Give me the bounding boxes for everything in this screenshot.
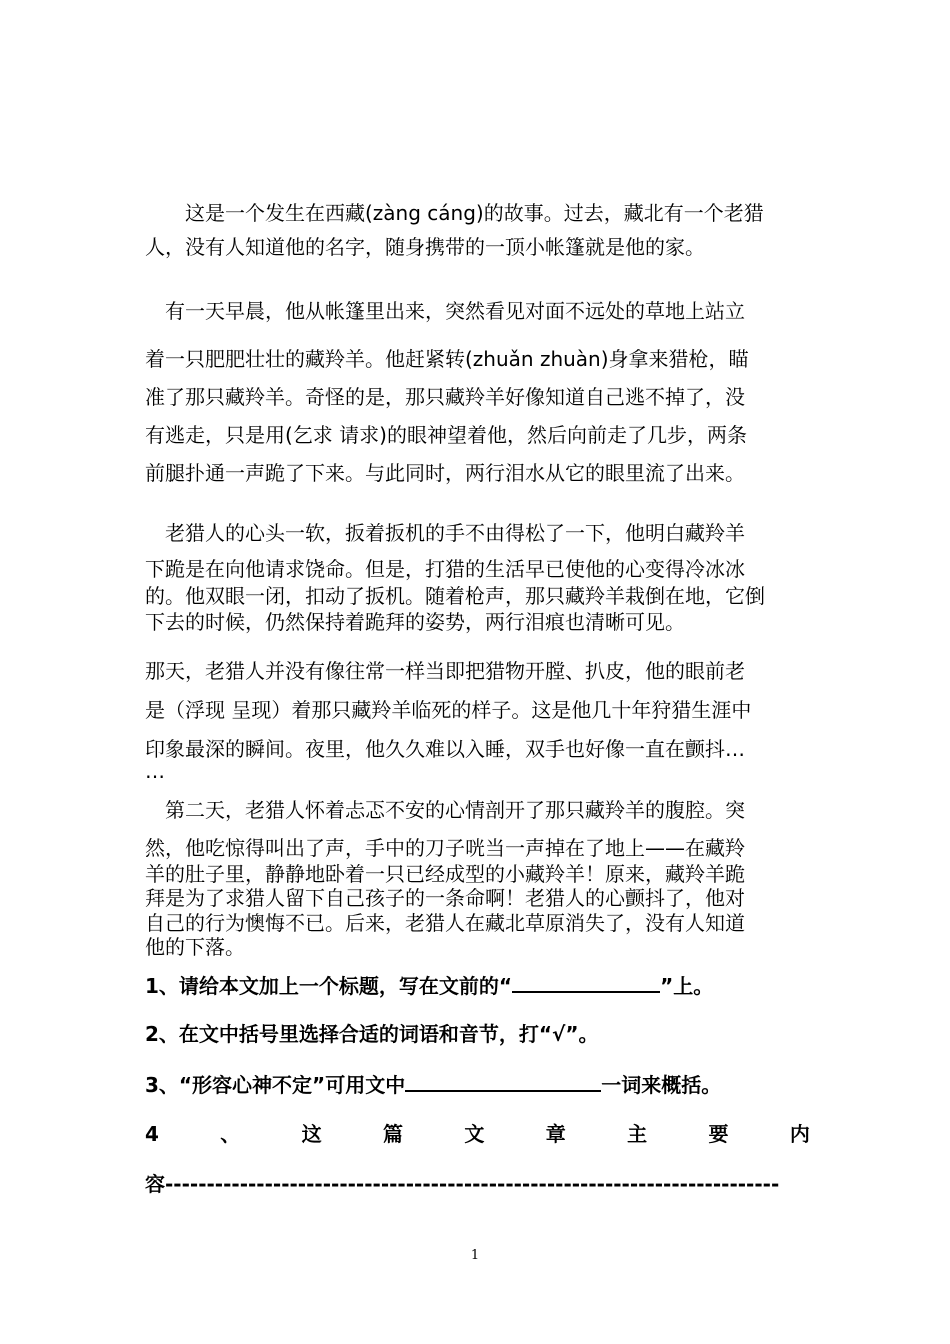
- question-1-tail: ”上。: [660, 974, 714, 998]
- story-line: 是（浮现 呈现）着那只藏羚羊临死的样子。这是他几十年狩猎生涯中: [145, 698, 752, 722]
- story-line: 下跪是在向他请求饶命。但是，打猎的生活早已使他的心变得冷冰冰: [145, 557, 745, 581]
- question-4-char: 文: [464, 1122, 485, 1146]
- question-4-char: 主: [627, 1122, 648, 1146]
- question-4-char: 这: [301, 1122, 322, 1146]
- question-4-answer-line[interactable]: 容--------------------------------------------------------------------------: [145, 1172, 780, 1196]
- story-line: 自己的行为懊悔不已。后来，老猎人在藏北草原消失了，没有人知道: [145, 911, 745, 935]
- title-answer-blank[interactable]: [512, 971, 660, 993]
- question-3-text: 3、“形容心神不定”可用文中: [145, 1073, 406, 1097]
- story-line: 第二天，老猎人怀着忐忑不安的心情剖开了那只藏羚羊的腹腔。突: [145, 798, 745, 822]
- story-line: 人，没有人知道他的名字，随身携带的一顶小帐篷就是他的家。: [145, 235, 705, 259]
- story-line: 印象最深的瞬间。夜里，他久久难以入睡，双手也好像一直在颤抖…: [145, 737, 745, 761]
- story-line: 羊的肚子里，静静地卧着一只已经成型的小藏羚羊！原来，藏羚羊跪: [145, 862, 745, 886]
- story-line: 然，他吃惊得叫出了声，手中的刀子咣当一声掉在了地上——在藏羚: [145, 836, 745, 860]
- question-4-char: 篇: [383, 1122, 404, 1146]
- story-line: 有逃走，只是用(乞求 请求)的眼神望着他，然后向前走了几步，两条: [145, 423, 747, 447]
- question-1-text: 1、请给本文加上一个标题，写在文前的“: [145, 974, 513, 998]
- question-4-char: 4: [145, 1122, 159, 1146]
- story-line: 着一只肥肥壮壮的藏羚羊。他赶紧转(zhuǎn zhuàn)身拿来猎枪，瞄: [145, 347, 749, 371]
- question-4-char: 章: [545, 1122, 566, 1146]
- story-line: 的。他双眼一闭，扣动了扳机。随着枪声，那只藏羚羊栽倒在地，它倒: [145, 584, 765, 608]
- story-line: …: [145, 759, 165, 783]
- word-answer-blank[interactable]: [405, 1070, 601, 1092]
- story-line: 拜是为了求猎人留下自己孩子的一条命啊！老猎人的心颤抖了，他对: [145, 886, 745, 910]
- story-line: 有一天早晨，他从帐篷里出来，突然看见对面不远处的草地上站立: [145, 299, 745, 323]
- question-3: [145, 1070, 810, 1099]
- story-line: 那天，老猎人并没有像往常一样当即把猎物开膛、扒皮，他的眼前老: [145, 659, 745, 683]
- story-line: 这是一个发生在西藏(zàng cáng)的故事。过去，藏北有一个老猎: [145, 201, 764, 225]
- story-line: 下去的时候，仍然保持着跪拜的姿势，两行泪痕也清晰可见。: [145, 610, 685, 634]
- question-3-tail: 一词来概括。: [601, 1073, 722, 1097]
- story-line: 老猎人的心头一软，扳着扳机的手不由得松了一下，他明白藏羚羊: [145, 521, 745, 545]
- question-4: [145, 1120, 810, 1148]
- page-number: 1: [470, 1248, 480, 1263]
- question-1: [145, 971, 810, 1000]
- story-line: 前腿扑通一声跪了下来。与此同时，两行泪水从它的眼里流了出来。: [145, 461, 745, 485]
- story-line: 他的下落。: [145, 935, 245, 959]
- question-4-char: 、: [220, 1122, 241, 1146]
- question-4-char: 要: [708, 1122, 729, 1146]
- question-2: 2、在文中括号里选择合适的词语和音节，打“√”。: [145, 1022, 599, 1046]
- question-4-char: 内: [789, 1122, 810, 1146]
- story-line: 准了那只藏羚羊。奇怪的是，那只藏羚羊好像知道自己逃不掉了，没: [145, 385, 745, 409]
